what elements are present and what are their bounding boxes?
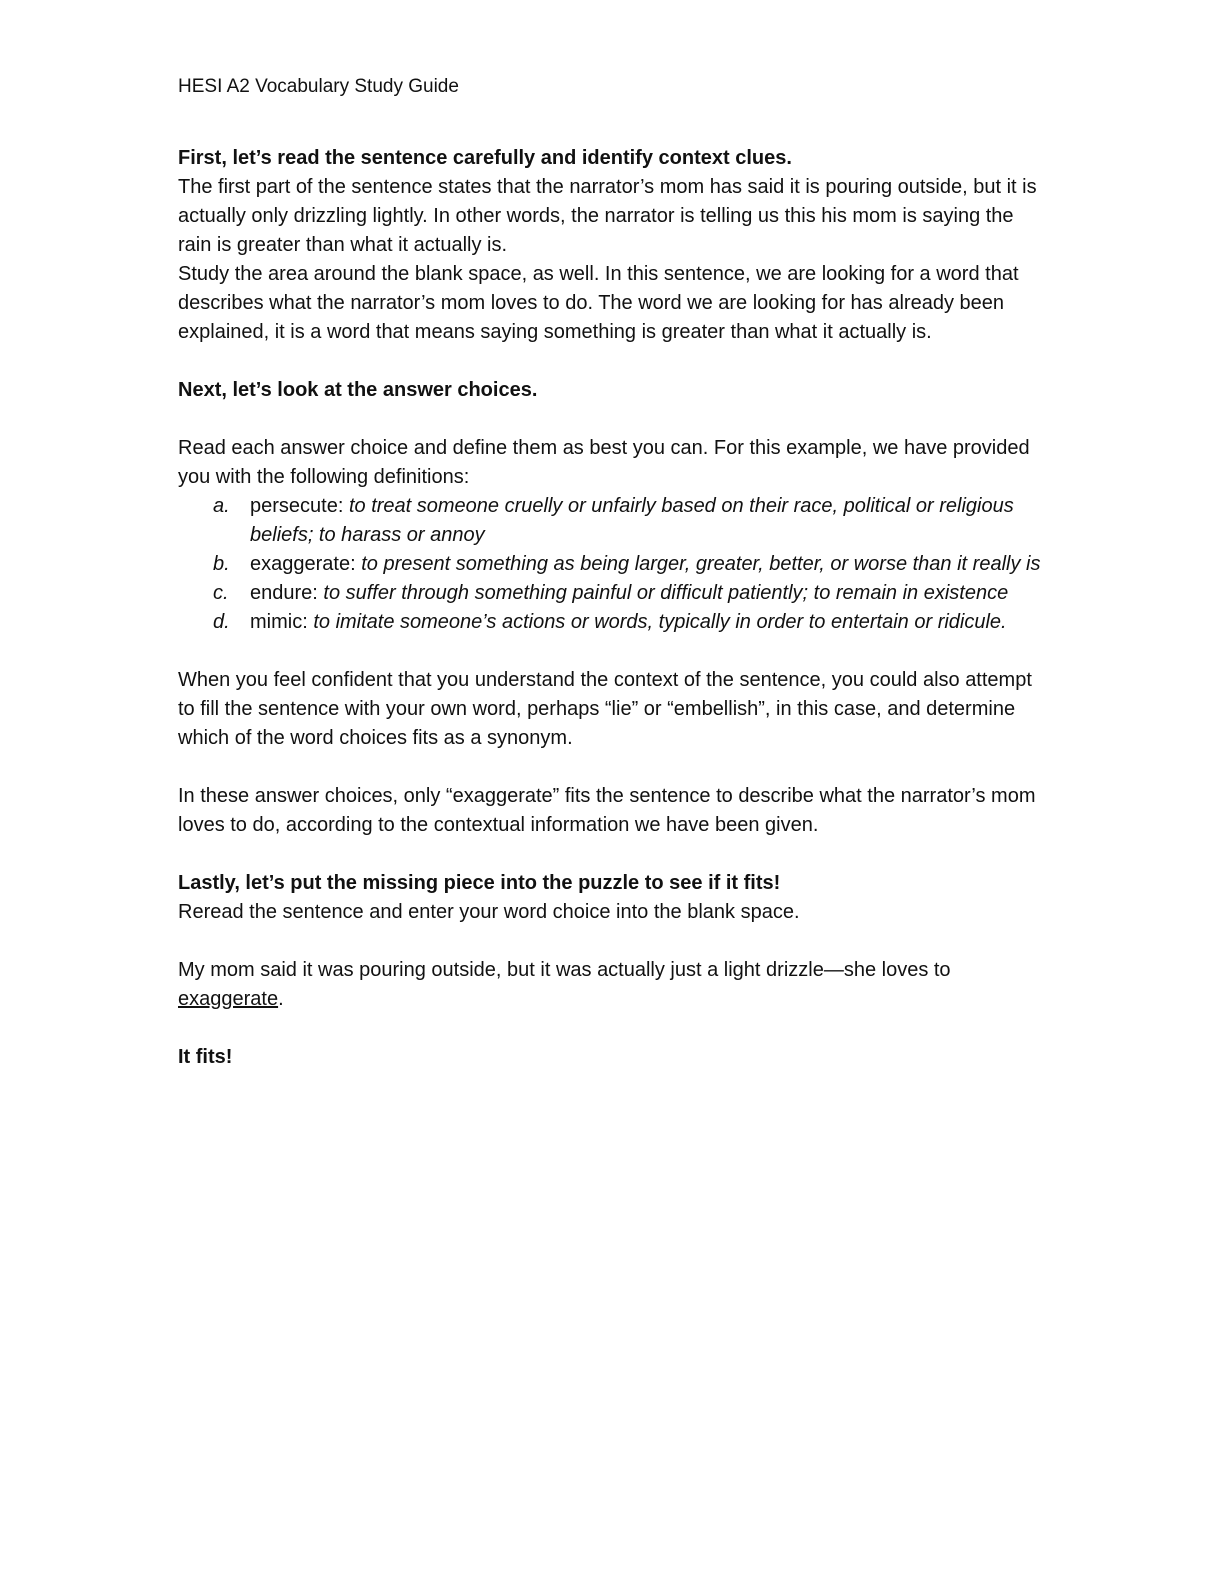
definition-letter: b. (213, 553, 230, 575)
section-heading-context-clues: First, let’s read the sentence carefully and identify context clues. (178, 147, 792, 169)
paragraph-own-word: When you feel confident that you understand the context of the sentence, you could also attempt to fill the sentence with your own word, perhaps “lie” or “embellish”, in this case, and determine which of the word choices fits as a synonym. (178, 669, 1032, 749)
sentence-end: . (278, 988, 284, 1010)
section-heading-puzzle: Lastly, let’s put the missing piece into the puzzle to see if it fits! (178, 872, 781, 894)
definition-item (178, 492, 1048, 550)
definition-letter: a. (213, 495, 230, 517)
paragraph-definitions-intro: Read each answer choice and define them as best you can. For this example, we have provided you with the following definitions: (178, 437, 1030, 488)
definition-word: persecute: (250, 495, 349, 517)
definition-text: to suffer through something painful or difficult patiently; to remain in existence (323, 582, 1009, 604)
paragraph-blank-space: Study the area around the blank space, as well. In this sentence, we are looking for a word that describes what the narrator’s mom loves to do. The word we are looking for has already been explained, it is a word that means saying something is greater than what it actually is. (178, 263, 1019, 343)
conclusion-text: It fits! (178, 1046, 233, 1068)
paragraph-context: The first part of the sentence states that the narrator’s mom has said it is pouring outside, but it is actually only drizzling lightly. In other words, the narrator is telling us this his mom is saying the rain is greater than what it actually is. (178, 176, 1037, 256)
definition-text: to imitate someone’s actions or words, typically in order to entertain or ridicule. (313, 611, 1007, 633)
definitions-list (178, 492, 1048, 637)
definition-word: mimic: (250, 611, 314, 633)
completed-sentence (178, 956, 1048, 1014)
definition-text: to treat someone cruelly or unfairly based on their race, political or religious beliefs; to harass or annoy (250, 495, 1014, 546)
answer-word: exaggerate (178, 988, 279, 1010)
sentence-text: My mom said it was pouring outside, but it was actually just a light drizzle—she loves to (178, 959, 951, 981)
paragraph-answer-explanation: In these answer choices, only “exaggerate” fits the sentence to describe what the narrator’s mom loves to do, according to the contextual information we have been given. (178, 785, 1036, 836)
definition-letter: c. (213, 582, 229, 604)
paragraph-reread-instruction: Reread the sentence and enter your word choice into the blank space. (178, 901, 800, 923)
definition-word: endure: (250, 582, 324, 604)
definition-item (178, 608, 1048, 637)
definition-letter: d. (213, 611, 230, 633)
definition-item (178, 550, 1048, 579)
section-heading-answer-choices: Next, let’s look at the answer choices. (178, 379, 538, 401)
definition-item (178, 579, 1048, 608)
page-header: HESI A2 Vocabulary Study Guide (178, 76, 459, 97)
definition-word: exaggerate: (250, 553, 362, 575)
document-page (178, 72, 1048, 1072)
definition-text: to present something as being larger, greater, better, or worse than it really is (361, 553, 1041, 575)
